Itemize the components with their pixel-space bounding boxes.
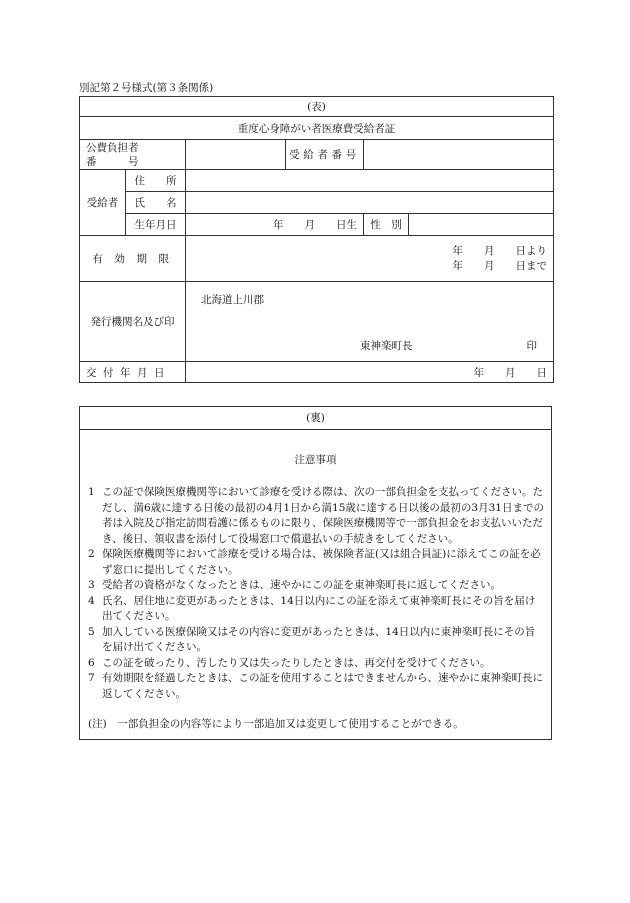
note-item [88,594,545,625]
gender-label: 性 別 [364,214,409,236]
note-item [88,625,545,656]
form-caption: 別記第２号様式(第３条関係) [79,82,214,94]
payer-number-label-line1: 公費負担者 [86,141,139,154]
note-item [88,485,545,547]
note-item [88,671,545,702]
issuer-field[interactable] [186,282,554,362]
payer-number-field[interactable] [186,140,286,170]
note-text: この証で保険医療機関等において診療を受ける際は、次の一部負担金を支払ってください。ただし、満6歳に達する日後の最初の4月1日から満15歳に達する日以後の最初の3月31日までの者は入院及び指定訪問看護に係るものに限り、保険医療機関等で一部負担金をお支払いいただき、後日、領収書を添付して役場窓口で償還払いの手続きをしてください。 [102,486,544,545]
address-field[interactable] [186,170,554,192]
address-label: 住 所 [126,170,186,192]
valid-from-value: 年 月 日より [452,244,548,257]
note-number: 3 [88,579,95,591]
recipient-label: 受給者 [80,170,126,236]
note-number: 7 [88,672,95,684]
issuer-label: 発行機関名及び印 [80,282,186,362]
note-item [88,547,545,578]
birthdate-value: 年 月 日生 [273,219,357,231]
valid-to-value: 年 月 日まで [452,259,548,272]
note-item [88,656,545,672]
notes-heading: 注意事項 [294,454,337,466]
payer-number-label [80,140,186,170]
back-side-label: (裏) [80,407,551,430]
payer-number-label-line2: 番 号 [86,155,139,168]
name-field[interactable] [186,192,554,214]
issuer-district: 北海道上川郡 [201,294,264,306]
certificate-back [79,406,552,740]
issue-date-value: 年 月 日 [473,366,548,379]
note-text: 受給者の資格がなくなったときは、速やかにこの証を東神楽町長に返してください。 [102,579,501,591]
note-text: この証を破ったり、汚したり又は失ったりしたときは、再交付を受けてください。 [102,656,491,669]
validity-field[interactable] [186,236,554,282]
note-number: 1 [88,486,95,498]
note-text: 有効期限を経過したときは、この証を使用することはできませんから、速やかに東神楽町長に返してください。 [102,672,543,700]
birthdate-field[interactable] [186,214,364,236]
issuer-mayor: 東神楽町長 [360,340,413,352]
recipient-number-field[interactable] [364,140,554,170]
gender-field[interactable] [409,214,554,236]
name-label: 氏 名 [126,192,186,214]
seal-mark: 印 [526,340,538,352]
note-number: 5 [88,625,95,638]
notes-list [88,485,545,702]
footnote: (注) 一部負担金の内容等により一部追加又は変更して使用することができる。 [88,718,464,730]
note-number: 6 [88,656,95,669]
recipient-number-label: 受給者番号 [286,140,364,170]
note-item [88,578,545,594]
certificate-front-table [79,96,554,383]
note-number: 2 [88,548,95,560]
note-text: 氏名、居住地に変更があったときは、14日以内にこの証を添えて東神楽町長にその旨を届け出てください。 [102,594,536,622]
birthdate-label: 生年月日 [126,214,186,236]
note-text: 加入している医療保険又はその内容に変更があったときは、14日以内に東神楽町長にその旨を届け出てください。 [102,625,536,653]
validity-label: 有効期限 [80,236,186,282]
certificate-title: 重度心身障がい者医療費受給者証 [80,117,554,140]
note-number: 4 [88,594,95,607]
note-text: 保険医療機関等において診療を受ける場合は、被保険者証(又は組合員証)に添えてこの証を必ず窓口に提出してください。 [102,548,541,576]
issue-date-field[interactable] [186,362,554,383]
issue-date-label: 交付年月日 [80,362,186,383]
front-side-label: (表) [80,97,554,117]
